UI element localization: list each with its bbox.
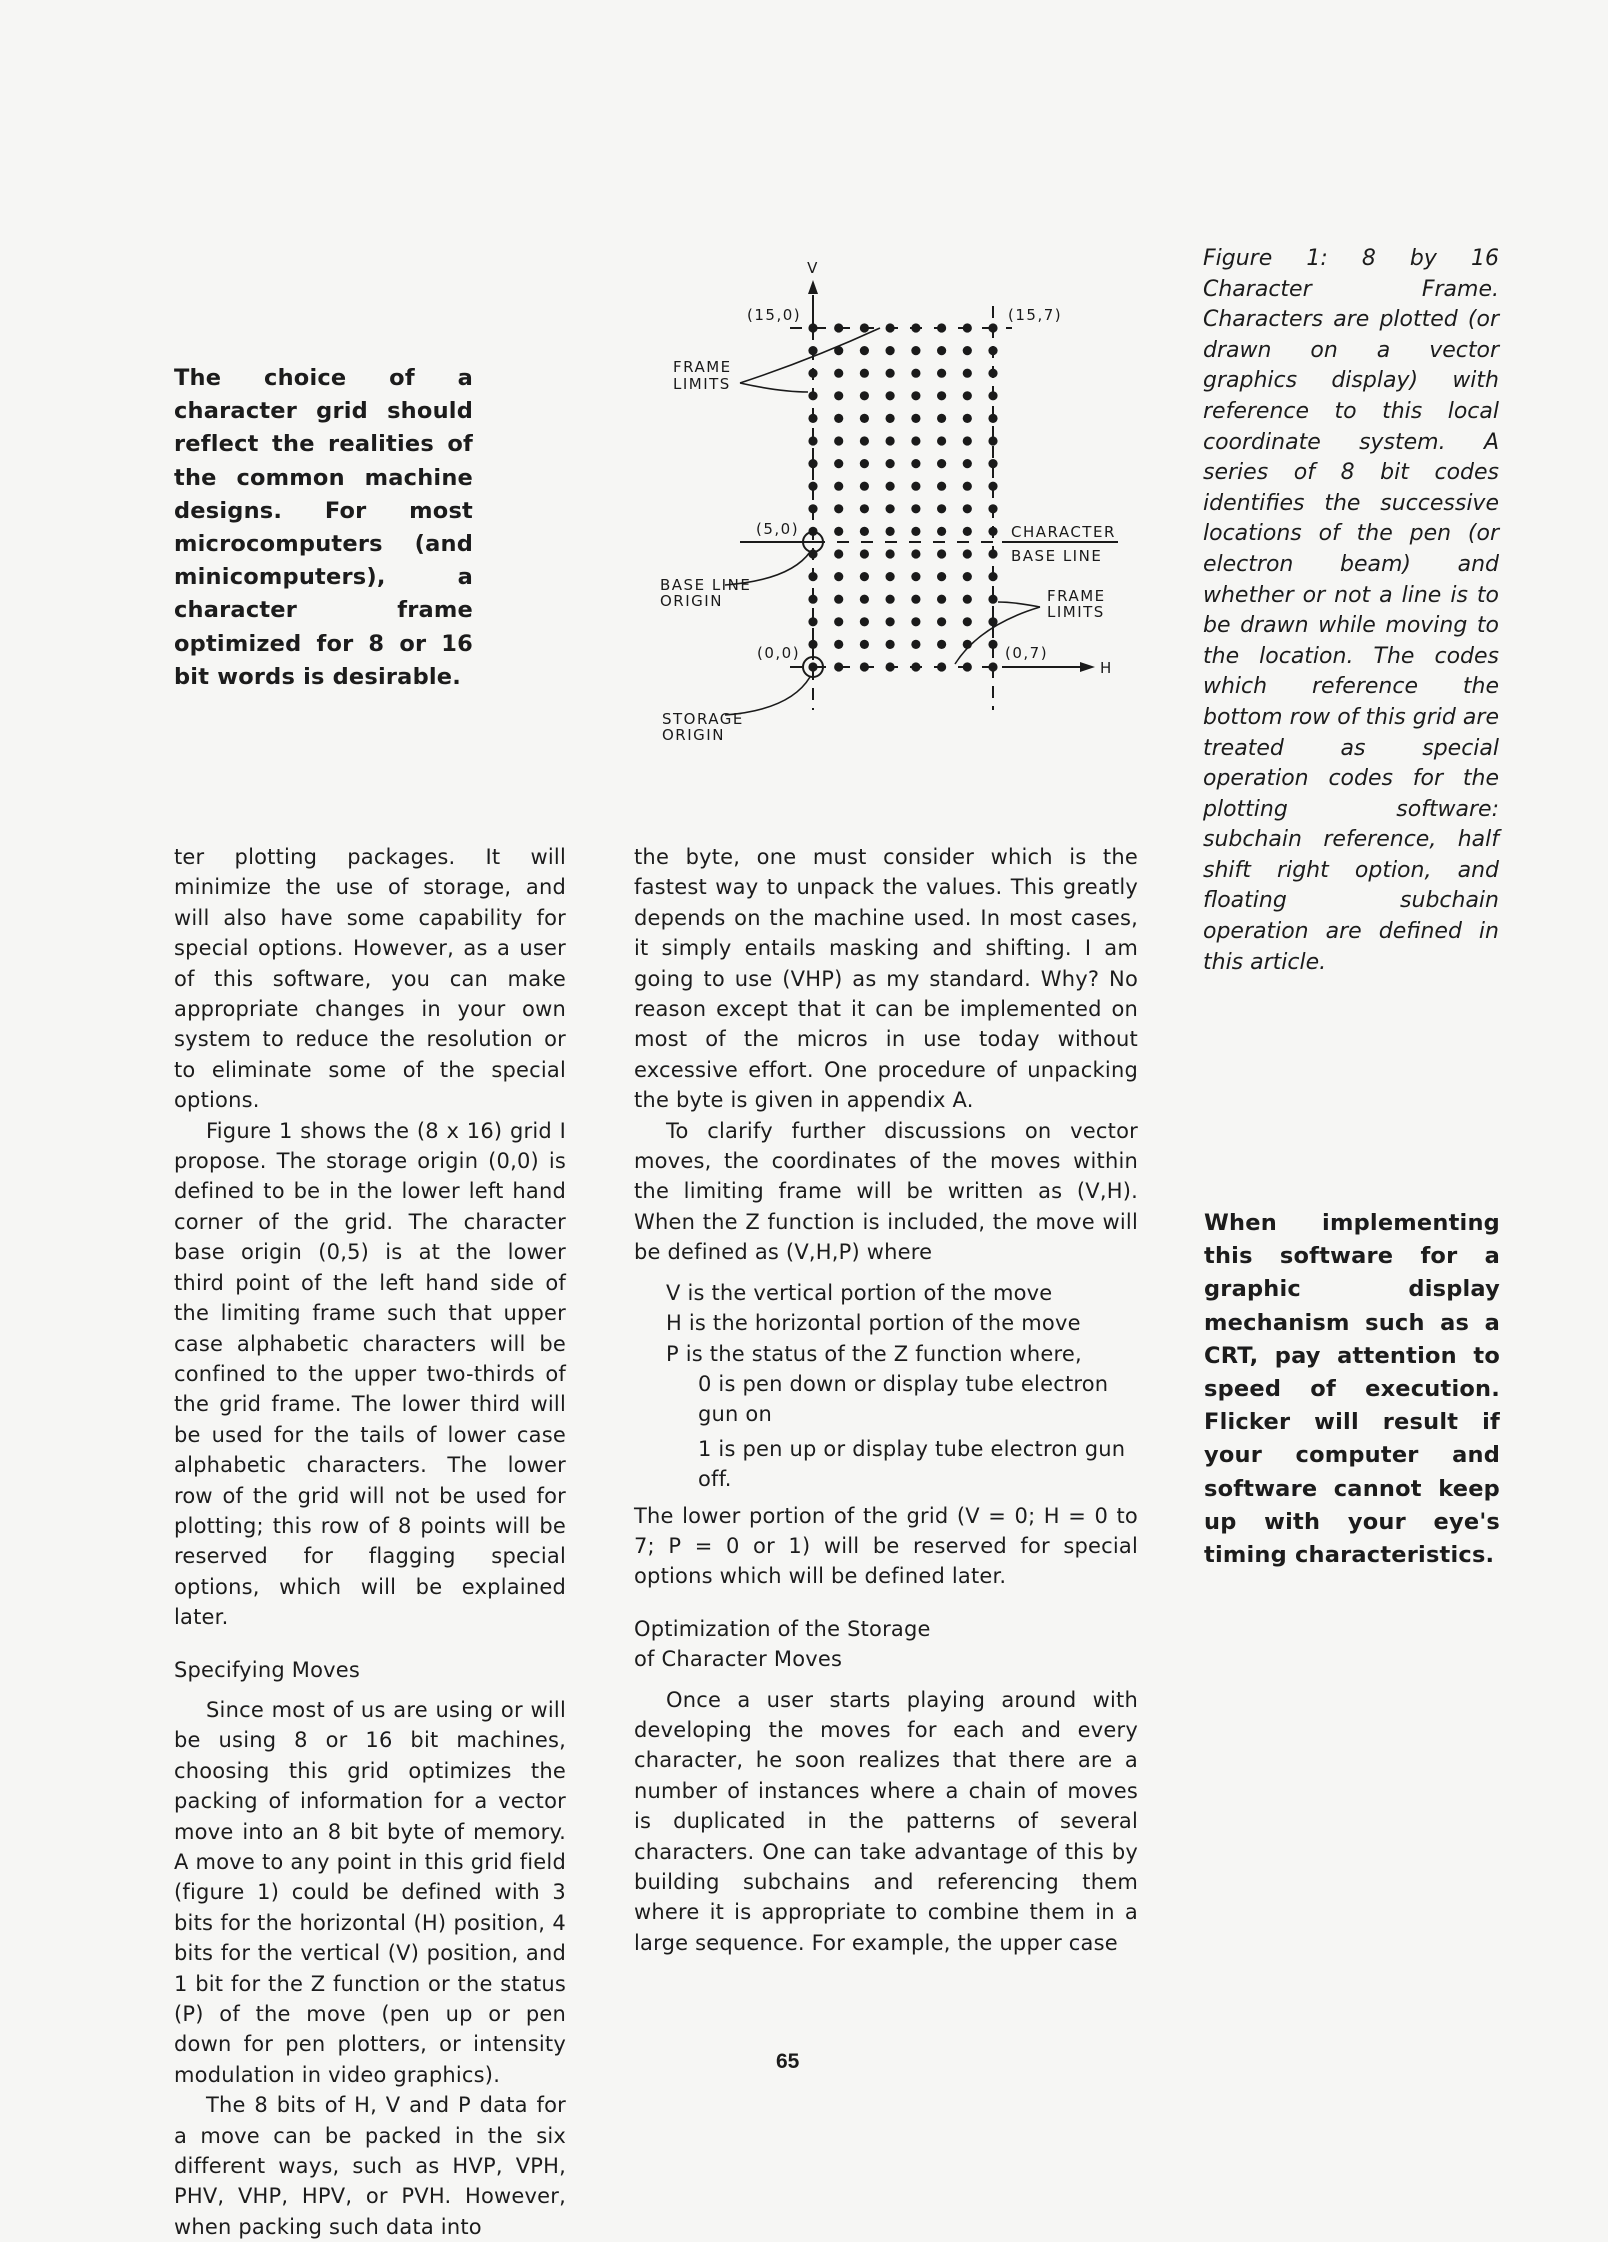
grid-dot <box>886 595 895 604</box>
grid-dot <box>860 572 869 581</box>
column-2 <box>634 842 1138 1958</box>
grid-dot <box>988 369 997 378</box>
grid-dot <box>808 459 817 468</box>
grid-dot <box>963 527 972 536</box>
column2-para2: To clarify further discussions on vector moves, the coordinates of the moves within the limiting frame will be written as (V,H). When the Z function is included, the move will be defined as (V,H,P) where <box>634 1118 1138 1265</box>
grid-dot <box>988 459 997 468</box>
grid-dot <box>834 640 843 649</box>
grid-dot <box>911 346 920 355</box>
grid-dot <box>937 391 946 400</box>
grid-dot <box>860 323 869 332</box>
frame-limits-right-label-1: FRAME <box>1047 587 1106 605</box>
grid-dot <box>808 323 817 332</box>
grid-dot <box>988 572 997 581</box>
grid-dot <box>886 662 895 671</box>
definition-p: P is the status of the Z function where, <box>666 1341 1082 1366</box>
baseline-origin-label-2: ORIGIN <box>660 592 723 610</box>
grid-dot <box>886 504 895 513</box>
grid-dot <box>937 346 946 355</box>
grid-dot <box>886 391 895 400</box>
grid-dot <box>988 482 997 491</box>
grid-dot <box>963 323 972 332</box>
grid-dot <box>963 504 972 513</box>
grid-dot <box>886 572 895 581</box>
frame-limits-right-label-2: LIMITS <box>1047 603 1105 621</box>
grid-dot <box>860 391 869 400</box>
grid-dot <box>963 617 972 626</box>
page-number: 65 <box>776 2050 800 2073</box>
grid-dot <box>886 549 895 558</box>
grid-dot <box>834 391 843 400</box>
character-baseline-label-1: CHARACTER <box>1011 523 1116 541</box>
grid-dot <box>886 640 895 649</box>
storage-origin-label-2: ORIGIN <box>662 726 725 744</box>
grid-dot <box>911 369 920 378</box>
grid-dot <box>808 662 817 671</box>
coord-5-0: (5,0) <box>756 520 800 538</box>
grid-dot <box>937 369 946 378</box>
grid-dot <box>988 346 997 355</box>
grid-dot <box>937 640 946 649</box>
grid-dot <box>937 459 946 468</box>
grid-dot <box>963 459 972 468</box>
section-heading-specifying-moves: Specifying Moves <box>174 1657 361 1682</box>
grid-dot <box>860 436 869 445</box>
grid-dot <box>808 572 817 581</box>
grid-dot <box>860 369 869 378</box>
grid-dot <box>911 640 920 649</box>
grid-dot <box>963 436 972 445</box>
grid-dot <box>808 391 817 400</box>
grid-dot <box>988 436 997 445</box>
grid-dot <box>834 662 843 671</box>
grid-dot <box>988 414 997 423</box>
grid-dot <box>834 369 843 378</box>
grid-dot <box>886 482 895 491</box>
grid-dot <box>886 527 895 536</box>
storage-origin-label-1: STORAGE <box>662 710 744 728</box>
grid-dot <box>834 595 843 604</box>
grid-dot <box>834 482 843 491</box>
grid-dot <box>860 346 869 355</box>
grid-dot <box>963 549 972 558</box>
grid-dot <box>860 617 869 626</box>
grid-dot <box>963 391 972 400</box>
column1-para3: Since most of us are using or will be using 8 or 16 bit machines, choosing this grid optimizes the packing of information for a vector move into an 8 bit byte of memory. A move to any point in this grid field (figure 1) could be defined with 3 bits for the horizontal (H) position, 4 bits for the vertical (V) position, and 1 bit for the Z function or the status (P) of the move (pen up or pen down for pen plotters, or intensity modulation in video graphics). <box>174 1697 566 2087</box>
grid-dot <box>988 662 997 671</box>
grid-dot <box>886 459 895 468</box>
definition-v: V is the vertical portion of the move <box>666 1280 1053 1305</box>
grid-dot <box>911 391 920 400</box>
grid-dot <box>988 595 997 604</box>
definition-list <box>634 1278 1138 1495</box>
grid-dot <box>808 482 817 491</box>
grid-dot <box>886 323 895 332</box>
coord-15-0: (15,0) <box>747 306 802 324</box>
frame-limits-left-label-2: LIMITS <box>673 375 731 393</box>
coord-0-0: (0,0) <box>757 644 801 662</box>
grid-dot <box>886 617 895 626</box>
grid-dot <box>937 482 946 491</box>
grid-dot <box>911 572 920 581</box>
grid-dot <box>963 572 972 581</box>
grid-dot <box>808 414 817 423</box>
grid-dot <box>937 323 946 332</box>
grid-dots <box>808 323 997 671</box>
grid-dot <box>808 436 817 445</box>
grid-dot <box>911 436 920 445</box>
grid-dot <box>988 549 997 558</box>
h-axis-arrow-icon <box>1080 662 1095 672</box>
v-axis-arrow-icon <box>808 280 818 294</box>
grid-dot <box>886 346 895 355</box>
grid-dot <box>911 504 920 513</box>
grid-dot <box>988 527 997 536</box>
grid-dot <box>963 414 972 423</box>
pullquote-top: The choice of a character grid should reflect the realities of the common machine designs. For most microcomputers (and minicomputers), a character frame optimized for 8 or 16 bit words is desirable. <box>174 365 473 690</box>
grid-dot <box>911 527 920 536</box>
grid-dot <box>834 436 843 445</box>
character-baseline-label-2: BASE LINE <box>1011 547 1103 565</box>
grid-dot <box>911 482 920 491</box>
grid-dot <box>886 436 895 445</box>
grid-dot <box>937 527 946 536</box>
grid-dot <box>911 595 920 604</box>
grid-dot <box>808 369 817 378</box>
column2-para3: The lower portion of the grid (V = 0; H = 0 to 7; P = 0 or 1) will be reserved for special options which will be defined later. <box>634 1503 1138 1589</box>
grid-dot <box>860 414 869 423</box>
figure-caption: Figure 1: 8 by 16 Character Frame. Characters are plotted (or drawn on a vector graphics display) with reference to this local coordinate system. A series of 8 bit codes identifies the successive locations of the pen (or electron beam) and whether or not a line is to be drawn while moving to the location. The codes which reference the bottom row of this grid are treated as special operation codes for the plotting software: subchain reference, half shift right option, and floating subchain operation are defined in this article. <box>1203 246 1499 975</box>
grid-dot <box>860 482 869 491</box>
grid-dot <box>963 662 972 671</box>
grid-dot <box>911 414 920 423</box>
grid-dot <box>886 369 895 378</box>
grid-dot <box>937 617 946 626</box>
column1-para2: Figure 1 shows the (8 x 16) grid I propose. The storage origin (0,0) is defined to be in the lower left hand corner of the grid. The character base origin (0,5) is at the lower third point of the left hand side of the limiting frame such that upper case alphabetic characters will be confined to the upper two-thirds of the grid frame. The lower third will be used for the tails of lower case alphabetic characters. The lower row of the grid will not be used for plotting; this row of 8 points will be reserved for flagging special options, which will be explained later. <box>174 1118 566 1630</box>
grid-dot <box>988 323 997 332</box>
grid-dot <box>911 662 920 671</box>
grid-dot <box>886 414 895 423</box>
grid-dot <box>860 595 869 604</box>
grid-dot <box>911 617 920 626</box>
grid-dot <box>808 504 817 513</box>
grid-dot <box>808 617 817 626</box>
grid-dot <box>834 414 843 423</box>
column1-para1: ter plotting packages. It will minimize the use of storage, and will also have some capability for special options. However, as a user of this software, you can make appropriate changes in your own system to reduce the resolution or to eliminate some of the special options. <box>174 845 566 1113</box>
grid-dot <box>963 346 972 355</box>
grid-dot <box>937 436 946 445</box>
grid-dot <box>834 323 843 332</box>
grid-dot <box>937 595 946 604</box>
grid-dot <box>834 572 843 581</box>
grid-dot <box>937 549 946 558</box>
column-1 <box>174 842 566 2242</box>
grid-dot <box>834 459 843 468</box>
pullquote-bottom: When implementing this software for a graphic display mechanism such as a CRT, pay attention to speed of execution. Flicker will result if your computer and software cannot keep up with your eye's timing characteristics. <box>1204 1210 1500 1569</box>
coord-15-7: (15,7) <box>1008 306 1063 324</box>
grid-dot <box>860 549 869 558</box>
grid-dot <box>988 640 997 649</box>
grid-dot <box>860 527 869 536</box>
column2-para1: the byte, one must consider which is the fastest way to unpack the values. This greatly depends on the machine used. In most cases, it simply entails masking and shifting. I am going to use (VHP) as my standard. Why? No reason except that it can be implemented on most of the micros in use today without excessive effort. One procedure of unpacking the byte is given in appendix A. <box>634 845 1138 1113</box>
section-heading-optimization-line1: Optimization of the Storage <box>634 1616 931 1641</box>
grid-dot <box>860 662 869 671</box>
grid-dot <box>834 527 843 536</box>
grid-dot <box>937 572 946 581</box>
grid-dot <box>860 640 869 649</box>
grid-dot <box>860 504 869 513</box>
definition-h: H is the horizontal portion of the move <box>666 1311 1081 1336</box>
character-frame-diagram <box>640 240 1160 800</box>
grid-dot <box>834 504 843 513</box>
coord-0-7: (0,7) <box>1005 644 1049 662</box>
grid-dot <box>937 504 946 513</box>
grid-dot <box>963 369 972 378</box>
v-axis-label: V <box>807 259 819 277</box>
grid-dot <box>911 323 920 332</box>
grid-dot <box>963 595 972 604</box>
grid-dot <box>963 482 972 491</box>
grid-dot <box>808 346 817 355</box>
grid-dot <box>808 640 817 649</box>
section-heading-optimization-line2: of Character Moves <box>634 1647 843 1672</box>
definition-p0: 0 is pen down or display tube electron gun on <box>698 1371 1109 1427</box>
grid-dot <box>860 459 869 468</box>
h-axis-label: H <box>1100 659 1113 677</box>
grid-dot <box>834 617 843 626</box>
baseline-origin-label-1: BASE LINE <box>660 576 752 594</box>
column2-para4: Once a user starts playing around with developing the moves for each and every character, he soon realizes that there are a number of instances where a chain of moves is duplicated in the patterns of several characters. One can take advantage of this by building subchains and referencing them where it is appropriate to combine them in a large sequence. For example, the upper case <box>634 1687 1138 1955</box>
grid-dot <box>937 662 946 671</box>
grid-dot <box>808 595 817 604</box>
grid-dot <box>937 414 946 423</box>
grid-dot <box>834 549 843 558</box>
definition-p1: 1 is pen up or display tube electron gun off. <box>698 1436 1126 1492</box>
grid-dot <box>988 391 997 400</box>
column1-para4: The 8 bits of H, V and P data for a move can be packed in the six different ways, such as HVP, VPH, PHV, VHP, HPV, or PVH. However, when packing such data into <box>174 2093 566 2239</box>
grid-dot <box>911 459 920 468</box>
frame-limits-left-label-1: FRAME <box>673 358 732 376</box>
grid-dot <box>988 504 997 513</box>
grid-dot <box>911 549 920 558</box>
